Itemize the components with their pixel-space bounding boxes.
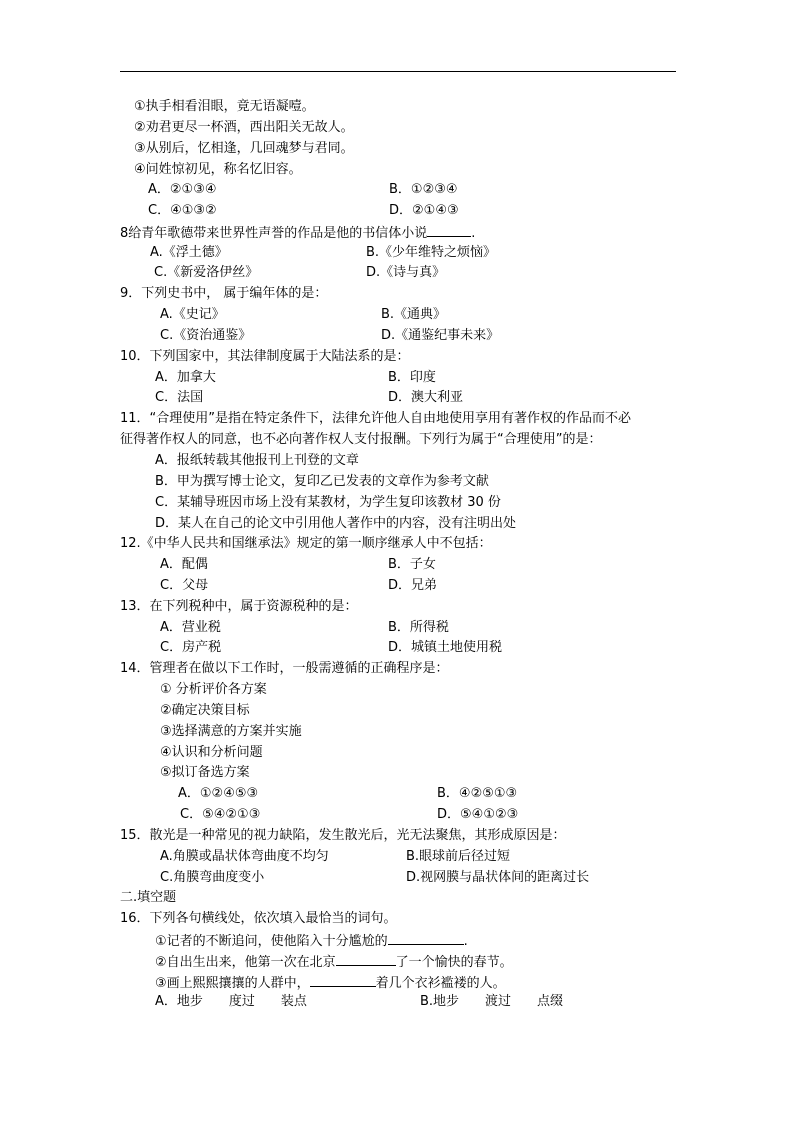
q7-item-2: ②劝君更尽一杯酒，西出阳关无故人。	[134, 120, 354, 135]
q7-item-3: ③从别后，忆相逢，几回魂梦与君同。	[134, 141, 354, 156]
q14-step-5: ⑤拟订备选方案	[160, 765, 250, 780]
q15-option-c: C.角膜弯曲度变小	[160, 870, 265, 885]
q14-step-4: ④认识和分析问题	[160, 745, 263, 760]
q7-option-c: C．④①③②	[148, 203, 217, 218]
answer-blank	[427, 224, 471, 237]
q12-stem: 12.《中华人民共和国继承法》规定的第一顺序继承人中不包括：	[120, 536, 492, 551]
q14-step-1: ① 分析评价各方案	[160, 682, 267, 697]
q7-option-a: A．②①③④	[148, 182, 217, 197]
q14-option-a: A．①②④⑤③	[178, 786, 259, 801]
q15-stem: 15．散光是一种常见的视力缺陷，发生散光后，光无法聚焦，其形成原因是：	[120, 828, 566, 843]
q13-stem: 13．在下列税种中，属于资源税种的是：	[120, 599, 358, 614]
answer-blank	[310, 974, 376, 987]
q8-option-a: A.《浮土德》	[150, 245, 228, 260]
q7-item-1: ①执手相看泪眼，竟无语凝噎。	[134, 99, 315, 114]
q15-option-b: B.眼球前后径过短	[406, 849, 511, 864]
answer-blank	[336, 953, 396, 966]
q10-option-b: B．印度	[388, 370, 436, 385]
q11-stem-line-1: 11．“合理使用”是指在特定条件下，法律允许他人自由地使用享用有著作权的作品而不必	[120, 411, 632, 426]
q13-option-a: A．营业税	[160, 620, 221, 635]
q7-item-4: ④问姓惊初见，称名忆旧容。	[134, 162, 302, 177]
q7-option-d: D．②①④③	[389, 203, 459, 218]
q9-option-a: A.《史记》	[160, 307, 225, 322]
q14-step-2: ②确定决策目标	[160, 703, 250, 718]
q8-option-c: C.《新爱洛伊丝》	[154, 265, 259, 280]
answer-blank	[388, 932, 464, 945]
q12-option-c: C．父母	[160, 578, 209, 593]
q11-option-d: D．某人在自己的论文中引用他人著作中的内容，没有注明出处	[155, 516, 517, 531]
q16-option-a: A．地步 度过 装点	[155, 994, 307, 1009]
header-rule	[120, 71, 676, 72]
q13-option-d: D．城镇土地使用税	[388, 640, 503, 655]
q12-option-b: B．子女	[388, 557, 436, 572]
q15-option-d: D.视网膜与晶状体间的距离过长	[406, 870, 590, 885]
q16-option-b: B.地步 渡过 点缀	[420, 994, 564, 1009]
q10-stem: 10．下列国家中，其法律制度属于大陆法系的是：	[120, 349, 410, 364]
q11-option-a: A．报纸转载其他报刊上刊登的文章	[155, 453, 359, 468]
q10-option-a: A．加拿大	[155, 370, 216, 385]
q9-option-b: B.《通典》	[381, 307, 447, 322]
q16-sentence-3: ③画上熙熙攘攘的人群中， 着几个衣衫褴褛的人。	[155, 976, 506, 991]
q9-option-c: C.《资治通鉴》	[160, 328, 252, 343]
q8-option-b: B.《少年维特之烦恼》	[366, 245, 497, 260]
q16-sentence-2: ②自出生出来，他第一次在北京 了一个愉快的春节。	[155, 955, 513, 970]
q13-option-c: C．房产税	[160, 640, 222, 655]
section-heading: 二.填空题	[120, 890, 177, 905]
q11-option-c: C．某辅导班因市场上没有某教材，为学生复印该教材 30 份	[155, 495, 501, 510]
q12-option-d: D．兄弟	[388, 578, 438, 593]
q10-option-c: C．法国	[155, 390, 204, 405]
q12-option-a: A．配偶	[160, 557, 208, 572]
q11-option-b: B．甲为撰写博士论文，复印乙已发表的文章作为参考文献	[155, 474, 489, 489]
q14-option-c: C．⑤④②①③	[180, 807, 261, 822]
q14-stem: 14．管理者在做以下工作时，一般需遵循的正确程序是：	[120, 661, 449, 676]
q16-sentence-1: ①记者的不断追问，使他陷入十分尴尬的 .	[155, 934, 468, 949]
q14-option-d: D．⑤④①②③	[437, 807, 519, 822]
q10-option-d: D．澳大利亚	[388, 390, 464, 405]
q13-option-b: B．所得税	[388, 620, 449, 635]
q8-stem: 8给青年歌德带来世界性声誉的作品是他的书信体小说 .	[120, 226, 476, 241]
q9-stem: 9．下列史书中， 属于编年体的是：	[120, 286, 328, 301]
q8-option-d: D.《诗与真》	[366, 265, 446, 280]
q11-stem-line-2: 征得著作权人的同意，也不必向著作权人支付报酬。下列行为属于“合理使用”的是：	[120, 432, 602, 447]
q14-option-b: B．④②⑤①③	[437, 786, 518, 801]
q14-step-3: ③选择满意的方案并实施	[160, 724, 302, 739]
q16-stem: 16．下列各句横线处，依次填入最恰当的词句。	[120, 911, 397, 926]
q7-option-b: B．①②③④	[389, 182, 458, 197]
q9-option-d: D.《通鉴纪事未来》	[381, 328, 500, 343]
q15-option-a: A.角膜或晶状体弯曲度不均匀	[160, 849, 329, 864]
